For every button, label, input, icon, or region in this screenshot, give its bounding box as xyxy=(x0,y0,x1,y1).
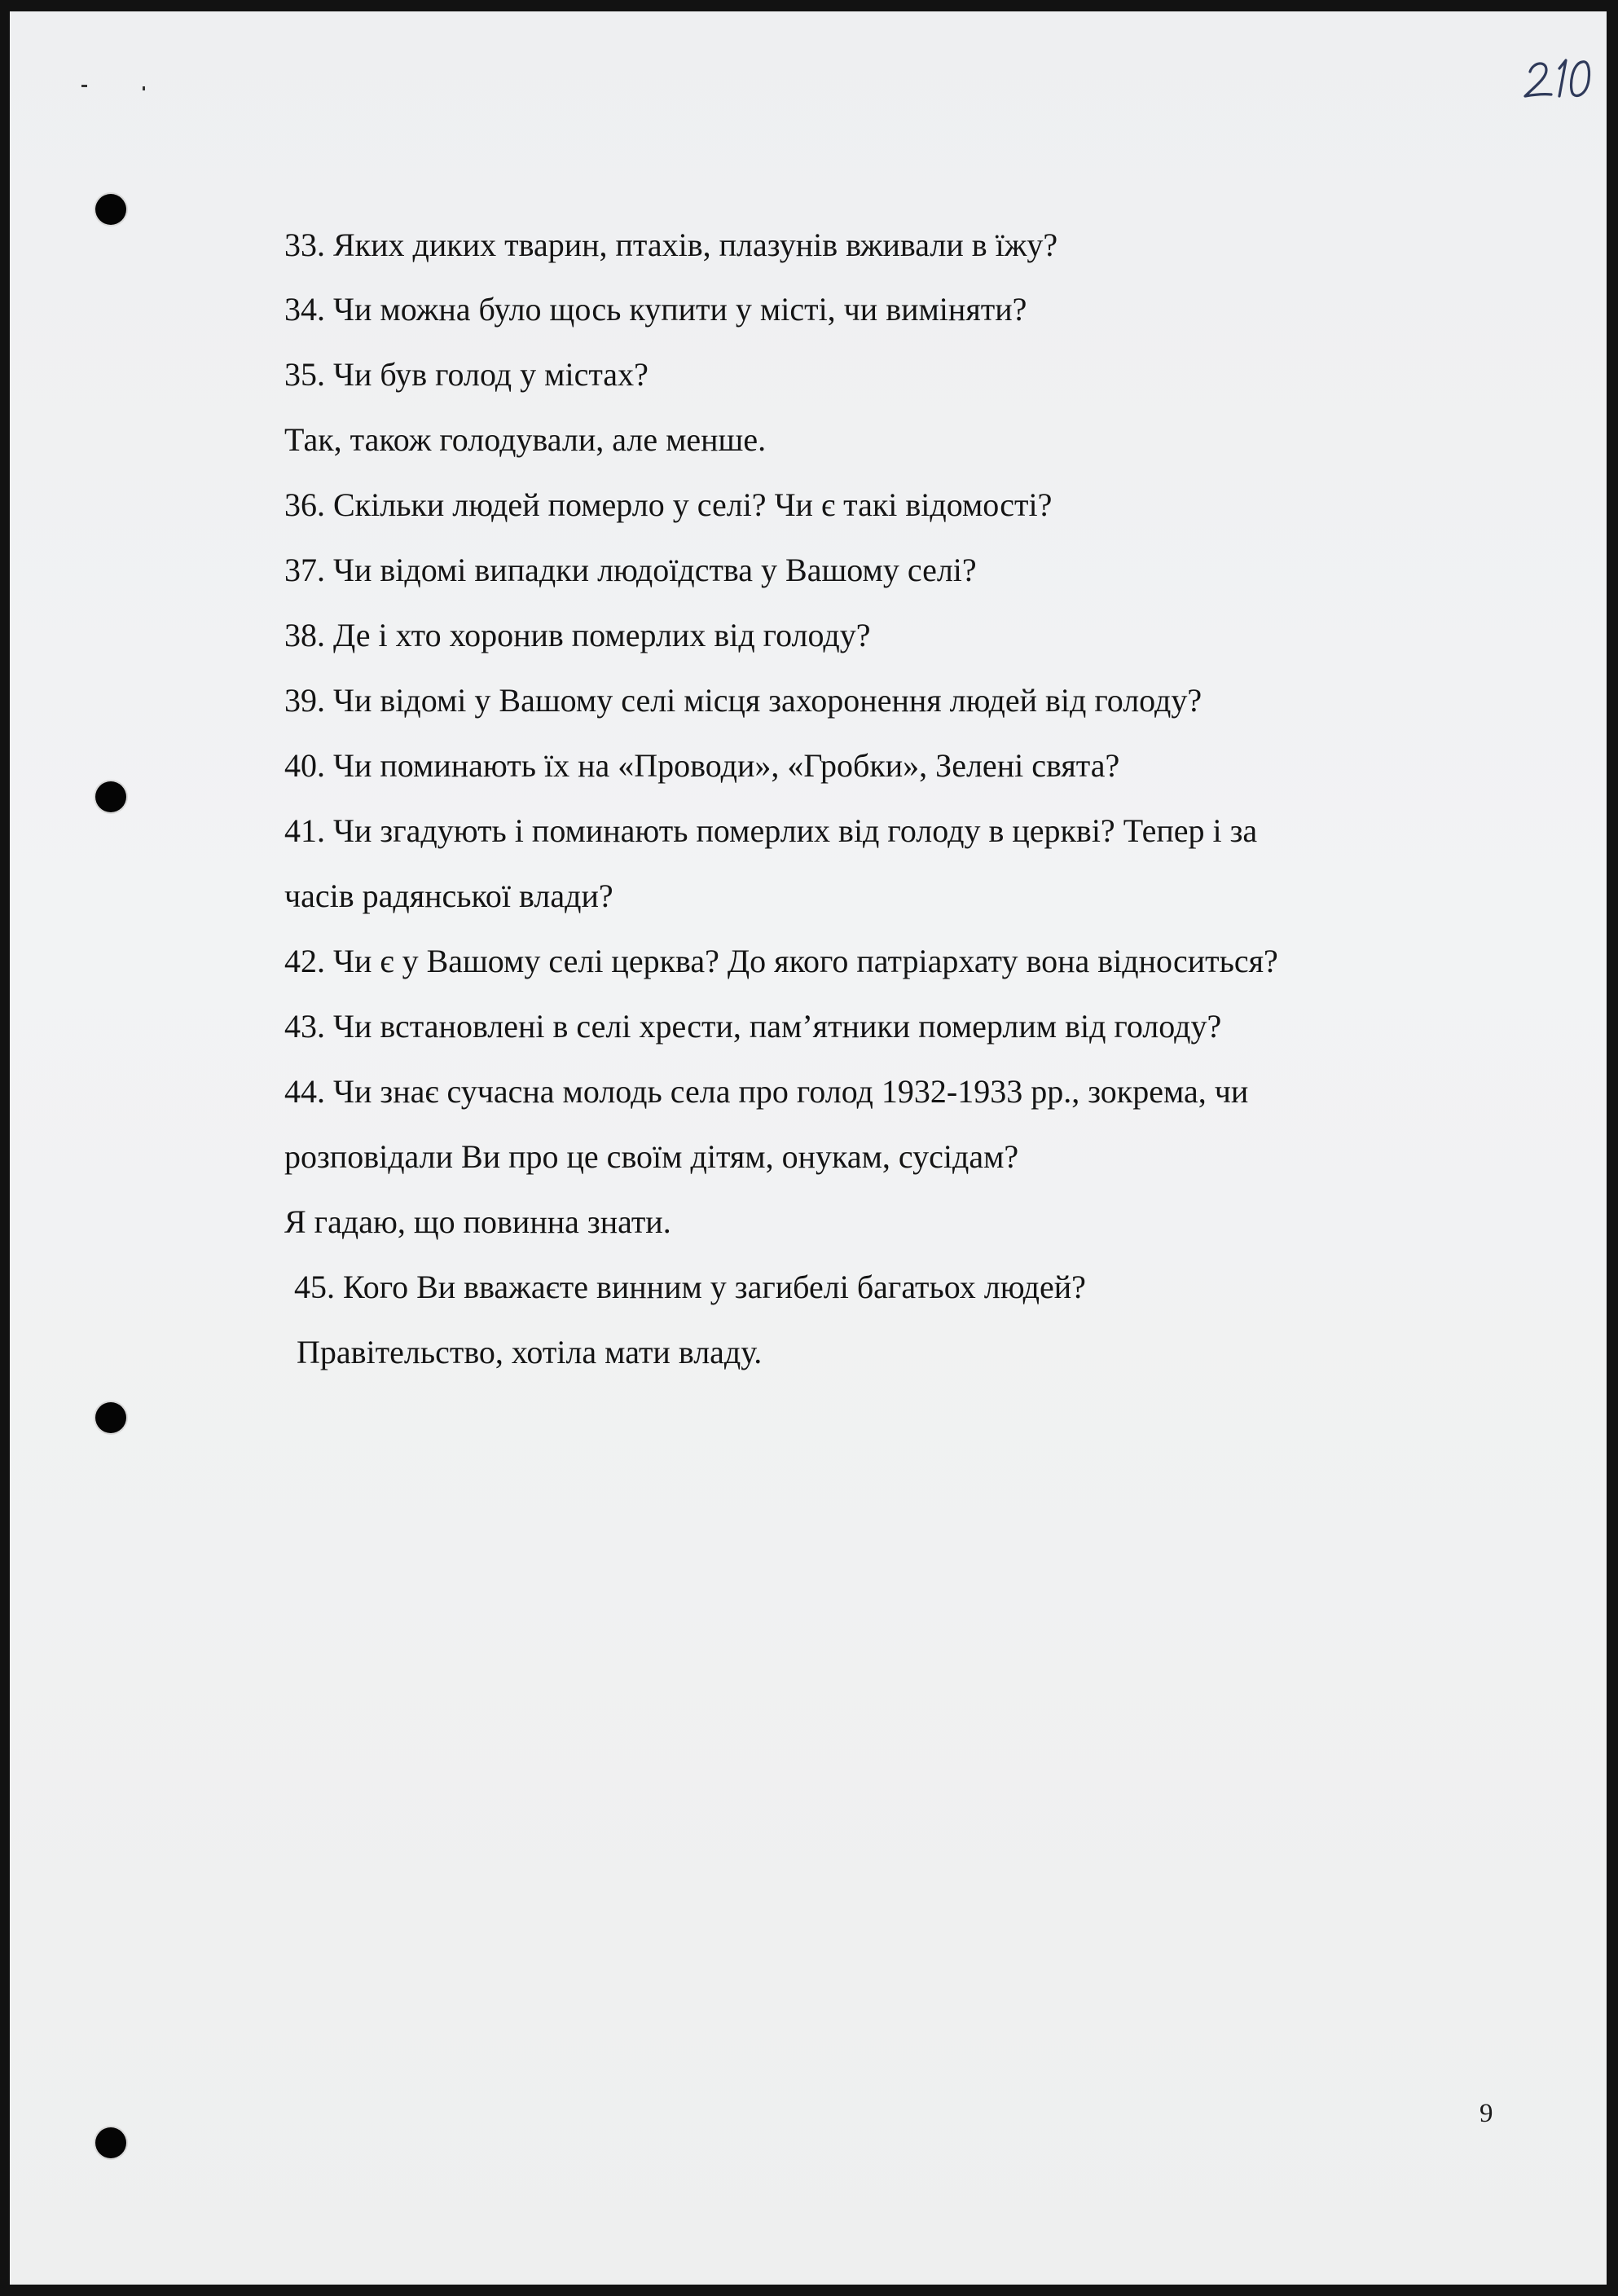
question-38: 38. Де і хто хоронив померлих від голоду? xyxy=(284,617,871,653)
scan-speck xyxy=(143,86,145,90)
question-41: 41. Чи згадують і поминають померлих від голоду в церкві? Тепер і за xyxy=(284,812,1258,849)
answer-44: Я гадаю, що повинна знати. xyxy=(284,1203,671,1240)
question-41-continued: часів радянської влади? xyxy=(284,877,613,914)
question-35: 35. Чи був голод у містах? xyxy=(284,356,649,393)
question-37: 37. Чи відомі випадки людоїдства у Вашому селі? xyxy=(284,552,977,588)
paper-sheet xyxy=(10,11,1607,2285)
question-44-continued: розповідали Ви про це своїм дітям, онукам, сусідам? xyxy=(284,1138,1019,1175)
punch-hole xyxy=(95,194,126,225)
question-40: 40. Чи поминають їх на «Проводи», «Гробки», Зелені свята? xyxy=(284,747,1120,784)
answer-45: Правітельство, хотіла мати владу. xyxy=(297,1334,763,1370)
punch-hole xyxy=(95,781,126,812)
scan-speck xyxy=(81,85,87,87)
page-number: 9 xyxy=(1480,2099,1493,2128)
punch-hole xyxy=(95,2127,126,2158)
question-39: 39. Чи відомі у Вашому селі місця захоронення людей від голоду? xyxy=(284,682,1203,719)
question-33: 33. Яких диких тварин, птахів, плазунів вживали в їжу? xyxy=(284,227,1058,263)
handwritten-folio-graphic xyxy=(1519,49,1596,108)
question-43: 43. Чи встановлені в селі хрести, пам’ятники померлим від голоду? xyxy=(284,1008,1222,1045)
question-34: 34. Чи можна було щось купити у місті, чи виміняти? xyxy=(284,291,1027,328)
question-42: 42. Чи є у Вашому селі церква? До якого патріархату вона відноситься? xyxy=(284,943,1278,979)
answer-35: Так, також голодували, але менше. xyxy=(284,421,767,458)
question-36: 36. Скільки людей померло у селі? Чи є такі відомості? xyxy=(284,486,1053,523)
handwritten-folio-number xyxy=(1519,49,1596,108)
punch-hole xyxy=(95,1402,126,1433)
question-45: 45. Кого Ви вважаєте винним у загибелі багатьох людей? xyxy=(294,1269,1086,1305)
question-44: 44. Чи знає сучасна молодь села про голод 1932-1933 рр., зокрема, чи xyxy=(284,1073,1249,1110)
